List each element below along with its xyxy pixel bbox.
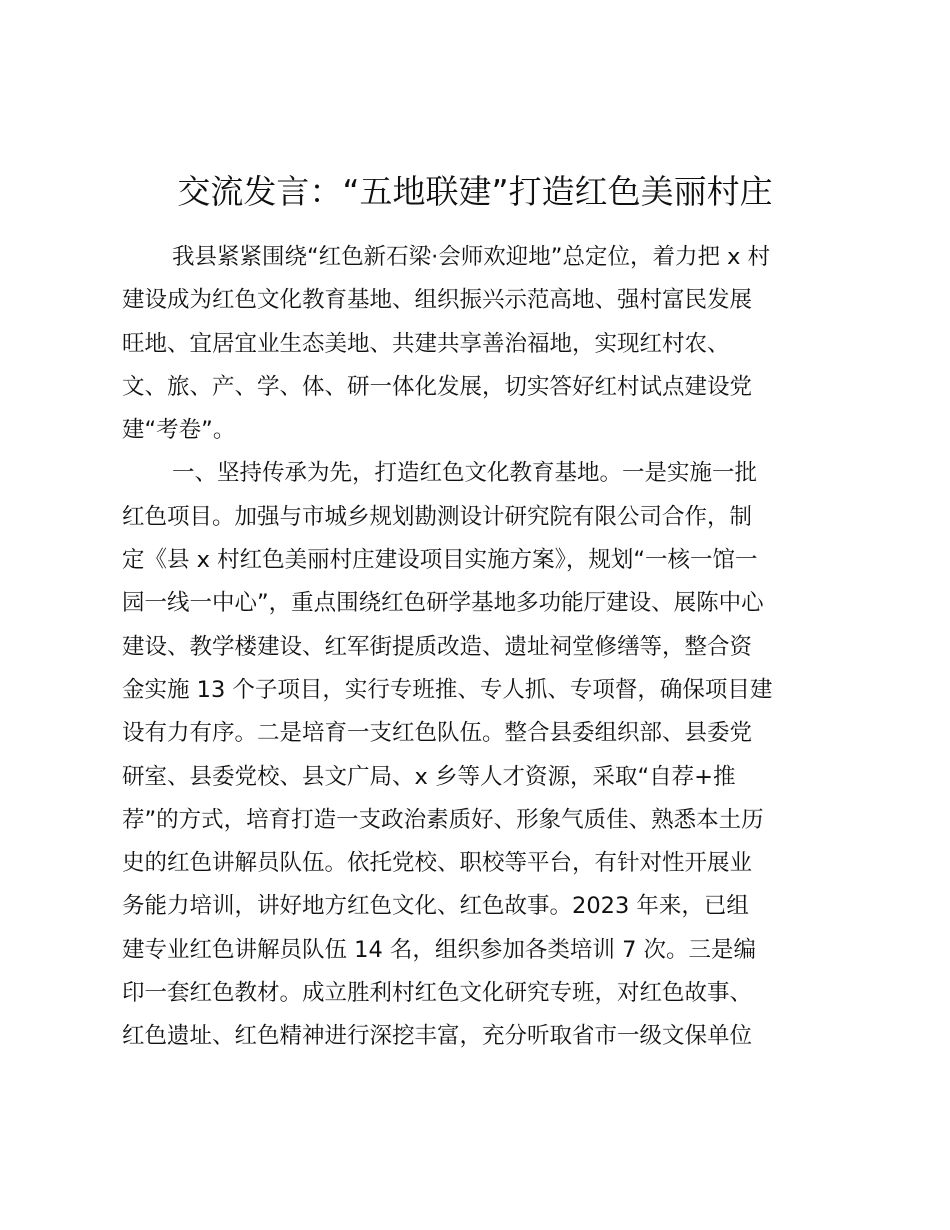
paragraph-line: 我县紧紧围绕“红色新石梁·会师欢迎地”总定位，着力把 x 村 [172,244,771,270]
paragraph-line: 旺地、宜居宜业生态美地、共建共享善治福地，实现红村农、 [122,330,730,357]
paragraph-line: 建“考卷”。 [122,417,236,444]
paragraph-line: 红色项目。加强与市城乡规划勘测设计研究院有限公司合作，制 [122,503,753,530]
paragraph-line: 建设成为红色文化教育基地、组织振兴示范高地、强村富民发展 [122,287,753,314]
paragraph-line: 荐”的方式，培育打造一支政治素质好、形象气质佳、熟悉本土历 [122,806,764,833]
paragraph-line: 研室、县委党校、县文广局、x 乡等人才资源，采取“自荐+推 [122,763,736,790]
paragraph-line: 建专业红色讲解员队伍 14 名，组织参加各类培训 7 次。三是编 [122,936,757,963]
document-body [122,236,842,1059]
paragraph-line: 务能力培训，讲好地方红色文化、红色故事。2023 年来，已组 [122,893,749,920]
paragraph-line: 建设、教学楼建设、红军街提质改造、遗址祠堂修缮等，整合资 [122,633,753,660]
paragraph-line: 红色遗址、红色精神进行深挖丰富，充分听取省市一级文保单位 [122,1023,753,1050]
paragraph-line: 印一套红色教材。成立胜利村红色文化研究专班，对红色故事、 [122,980,753,1007]
paragraph-line: 文、旅、产、学、体、研一体化发展，切实答好红村试点建设党 [122,373,753,400]
paragraph-line: 设有力有序。二是培育一支红色队伍。整合县委组织部、县委党 [122,720,753,747]
paragraph-line: 园一线一中心”，重点围绕红色研学基地多功能厅建设、展陈中心 [122,590,764,617]
document-title: 交流发言：“五地联建”打造红色美丽村庄 [177,172,773,211]
paragraph-line: 定《县 x 村红色美丽村庄建设项目实施方案》，规划“一核一馆一 [122,547,758,574]
paragraph-line: 史的红色讲解员队伍。依托党校、职校等平台，有针对性开展业 [122,850,753,877]
paragraph-line: 一、坚持传承为先，打造红色文化教育基地。一是实施一批 [172,460,758,487]
paragraph-line: 金实施 13 个子项目，实行专班推、专人抓、专项督，确保项目建 [122,676,773,703]
